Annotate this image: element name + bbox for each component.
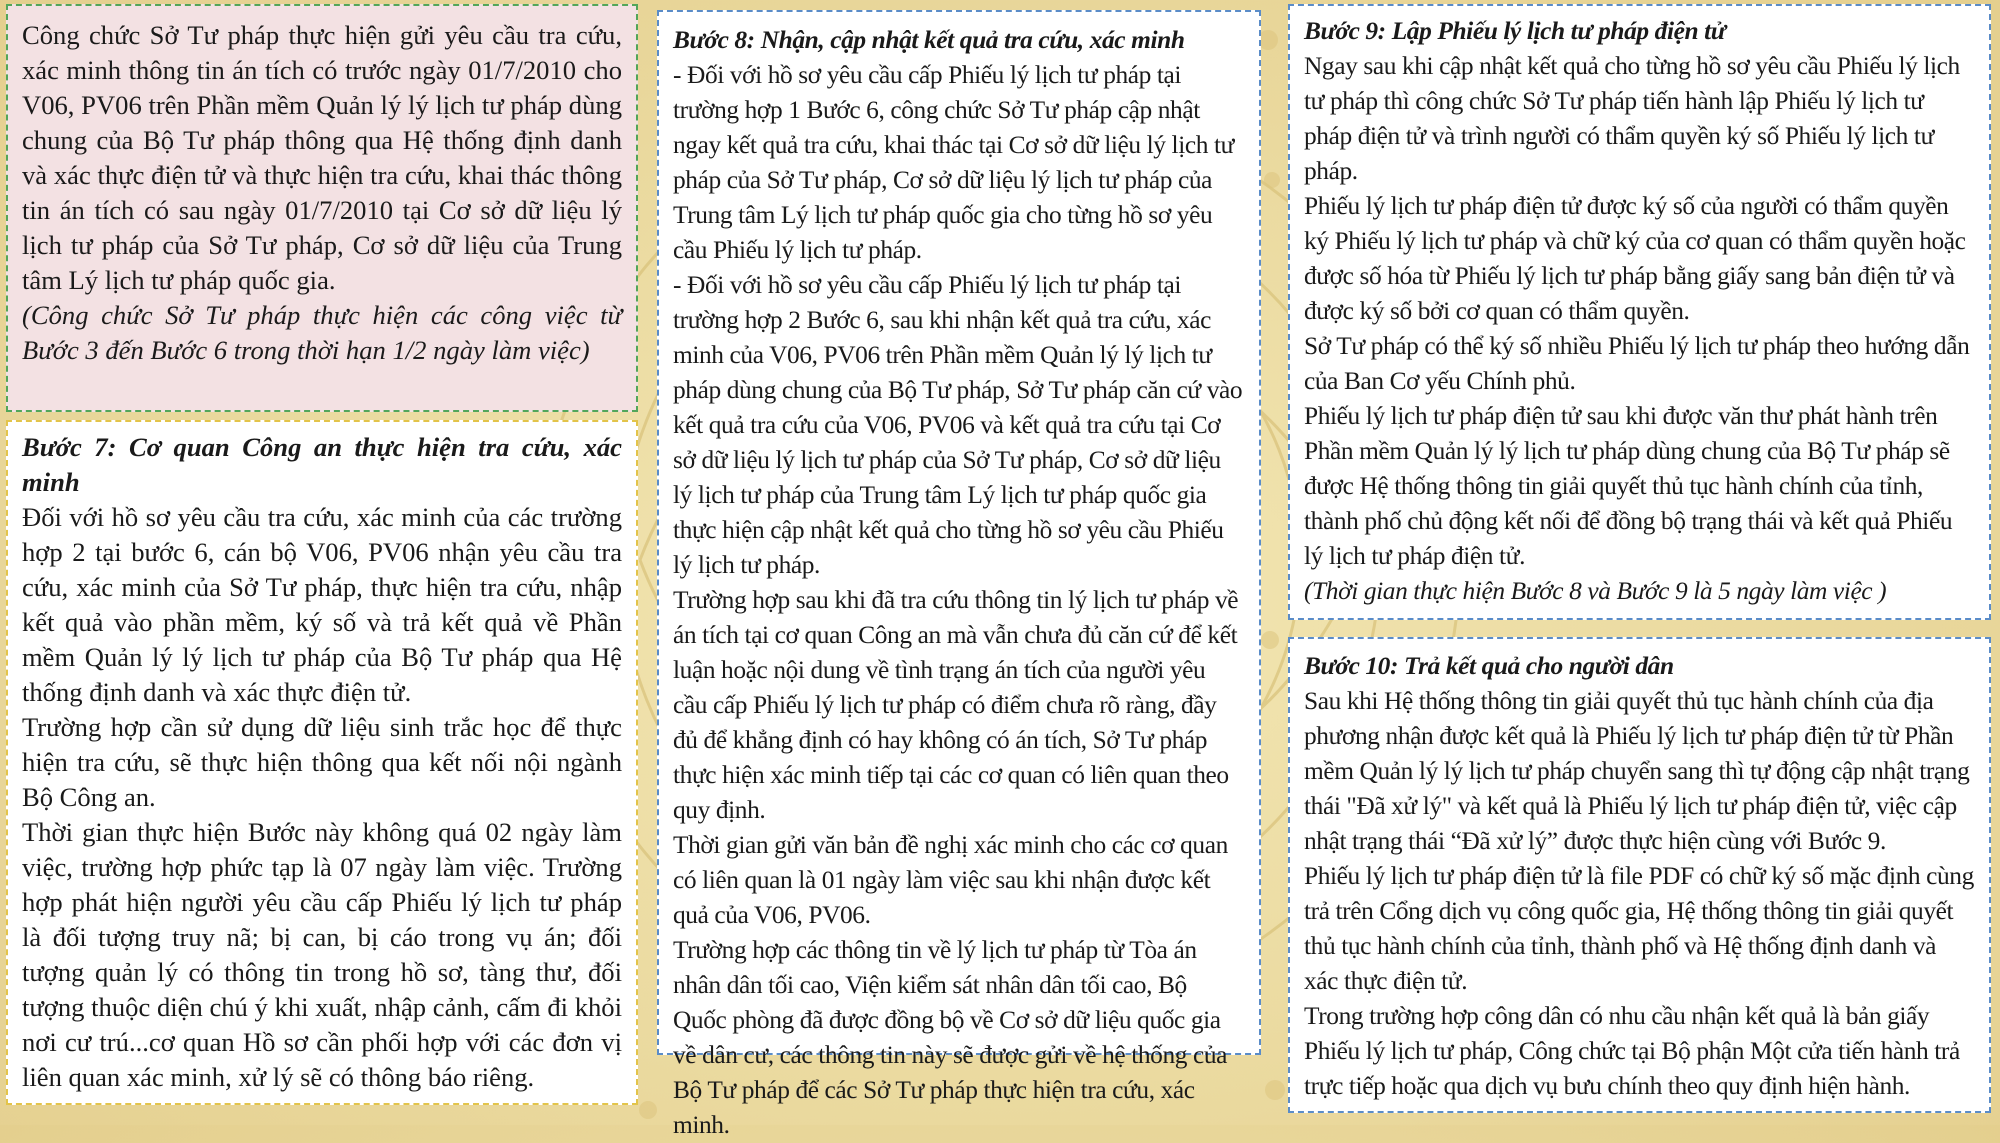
steps-3-6-time-note: (Công chức Sở Tư pháp thực hiện các công việc từ Bước 3 đến Bước 6 trong thời hạn 1/2 ngày làm việc): [22, 300, 622, 365]
step-9-time-note: (Thời gian thực hiện Bước 8 và Bước 9 là 5 ngày làm việc ): [1304, 577, 1887, 605]
step-10-box: [1288, 637, 1991, 1113]
step-9-title: Bước 9: Lập Phiếu lý lịch tư pháp điện tử: [1304, 17, 1726, 45]
steps-3-6-body: Công chức Sở Tư pháp thực hiện gửi yêu cầu tra cứu, xác minh thông tin án tích có trước ngày 01/7/2010 cho V06, PV06 trên Phần mềm Quản lý lý lịch tư pháp dùng chung của Bộ Tư pháp thông qua Hệ thống định danh và xác thực điện tử và thực hiện tra cứu, khai thác thông tin án tích có sau ngày 01/7/2010 tại Cơ sở dữ liệu lý lịch tư pháp của Sở Tư pháp, Cơ sở dữ liệu của Trung tâm Lý lịch tư pháp quốc gia.: [22, 20, 622, 295]
step-8-paragraph: Trường hợp các thông tin về lý lịch tư pháp từ Tòa án nhân dân tối cao, Viện kiểm sát nhân dân tối cao, Bộ Quốc phòng đã được đồng bộ về Cơ sở dữ liệu quốc gia về dân cư, các thông tin này sẽ được gửi về hệ thống của Bộ Tư pháp để các Sở Tư pháp thực hiện tra cứu, xác minh.: [673, 936, 1228, 1139]
step-8-paragraph: - Đối với hồ sơ yêu cầu cấp Phiếu lý lịch tư pháp tại trường hợp 1 Bước 6, công chức Sở Tư pháp cập nhật ngay kết quả tra cứu, khai thác tại Cơ sở dữ liệu lý lịch tư pháp của Sở Tư pháp, Cơ sở dữ liệu lý lịch tư pháp của Trung tâm Lý lịch tư pháp quốc gia cho từng hồ sơ yêu cầu Phiếu lý lịch tư pháp.: [673, 61, 1234, 264]
step-10-paragraph: Trong trường hợp công dân có nhu cầu nhận kết quả là bản giấy Phiếu lý lịch tư pháp, Công chức tại Bộ phận Một cửa tiến hành trả trực tiếp hoặc qua dịch vụ bưu chính theo quy định hiện hành.: [1304, 1002, 1960, 1100]
step-7-title: Bước 7: Cơ quan Công an thực hiện tra cứu, xác minh: [22, 432, 622, 497]
step-7-box: [6, 420, 638, 1105]
step-9-paragraph: Ngay sau khi cập nhật kết quả cho từng hồ sơ yêu cầu Phiếu lý lịch tư pháp thì công chức Sở Tư pháp tiến hành lập Phiếu lý lịch tư pháp điện tử và trình người có thẩm quyền ký số Phiếu lý lịch tư pháp.: [1304, 52, 1960, 185]
step-7-paragraph: Đối với hồ sơ yêu cầu tra cứu, xác minh của các trường hợp 2 tại bước 6, cán bộ V06, PV06 nhận yêu cầu tra cứu, xác minh của Sở Tư pháp, thực hiện tra cứu, nhập kết quả vào phần mềm, ký số và trả kết quả về Phần mềm Quản lý lý lịch tư pháp của Bộ Tư pháp qua Hệ thống định danh và xác thực điện tử.: [22, 502, 622, 707]
step-10-paragraph: Phiếu lý lịch tư pháp điện tử là file PDF có chữ ký số mặc định cùng trả trên Cổng dịch vụ công quốc gia, Hệ thống thông tin giải quyết thủ tục hành chính của tỉnh, thành phố và Hệ thống định danh và xác thực điện tử.: [1304, 862, 1974, 995]
step-9-paragraph: Phiếu lý lịch tư pháp điện tử sau khi được văn thư phát hành trên Phần mềm Quản lý lý lịch tư pháp dùng chung của Bộ Tư pháp sẽ được Hệ thống thông tin giải quyết thủ tục hành chính của tỉnh, thành phố chủ động kết nối để đồng bộ trạng thái và kết quả Phiếu lý lịch tư pháp điện tử.: [1304, 402, 1953, 570]
step-9-paragraph: Phiếu lý lịch tư pháp điện tử được ký số của người có thẩm quyền ký Phiếu lý lịch tư pháp và chữ ký của cơ quan có thẩm quyền hoặc được số hóa từ Phiếu lý lịch tư pháp bằng giấy sang bản điện tử và được ký số bởi cơ quan có thẩm quyền.: [1304, 192, 1966, 325]
step-8-paragraph: Thời gian gửi văn bản đề nghị xác minh cho các cơ quan có liên quan là 01 ngày làm việc sau khi nhận được kết quả của V06, PV06.: [673, 831, 1228, 929]
step-9-box: [1288, 4, 1991, 620]
step-7-paragraph: Thời gian thực hiện Bước này không quá 02 ngày làm việc, trường hợp phức tạp là 07 ngày làm việc. Trường hợp phát hiện người yêu cầu cấp Phiếu lý lịch tư pháp là đối tượng truy nã; bị can, bị cáo trong vụ án; đối tượng quản lý có thông tin trong hồ sơ, tàng thư, đối tượng thuộc diện chú ý khi xuất, nhập cảnh, cấm đi khỏi nơi cư trú...cơ quan Hồ sơ cần phối hợp với các đơn vị liên quan xác minh, xử lý sẽ có thông báo riêng.: [22, 817, 622, 1092]
steps-3-6-box: [6, 4, 638, 412]
step-8-paragraph: Trường hợp sau khi đã tra cứu thông tin lý lịch tư pháp về án tích tại cơ quan Công an mà vẫn chưa đủ căn cứ để kết luận hoặc nội dung về tình trạng án tích của người yêu cầu cấp Phiếu lý lịch tư pháp có điểm chưa rõ ràng, đầy đủ để khẳng định có hay không có án tích, Sở Tư pháp thực hiện xác minh tiếp tại các cơ quan có liên quan theo quy định.: [673, 586, 1239, 824]
step-10-title: Bước 10: Trả kết quả cho người dân: [1304, 652, 1674, 680]
step-9-paragraph: Sở Tư pháp có thể ký số nhiều Phiếu lý lịch tư pháp theo hướng dẫn của Ban Cơ yếu Chính phủ.: [1304, 332, 1970, 395]
step-8-paragraph: - Đối với hồ sơ yêu cầu cấp Phiếu lý lịch tư pháp tại trường hợp 2 Bước 6, sau khi nhận kết quả tra cứu, xác minh của V06, PV06 trên Phần mềm Quản lý lý lịch tư pháp dùng chung của Bộ Tư pháp, Sở Tư pháp căn cứ vào kết quả tra cứu của V06, PV06 và kết quả tra cứu tại Cơ sở dữ liệu lý lịch tư pháp của Sở Tư pháp, Cơ sở dữ liệu lý lịch tư pháp của Trung tâm Lý lịch tư pháp quốc gia thực hiện cập nhật kết quả cho từng hồ sơ yêu cầu Phiếu lý lịch tư pháp.: [673, 271, 1243, 579]
step-10-paragraph: Sau khi Hệ thống thông tin giải quyết thủ tục hành chính của địa phương nhận được kết quả là Phiếu lý lịch tư pháp điện tử từ Phần mềm Quản lý lý lịch tư pháp chuyển sang thì tự động cập nhật trạng thái "Đã xử lý" và kết quả là Phiếu lý lịch tư pháp điện tử, việc cập nhật trạng thái “Đã xử lý” được thực hiện cùng với Bước 9.: [1304, 687, 1970, 855]
step-7-paragraph: Trường hợp cần sử dụng dữ liệu sinh trắc học để thực hiện tra cứu, sẽ thực hiện thông qua kết nối nội ngành Bộ Công an.: [22, 712, 622, 812]
step-8-title: Bước 8: Nhận, cập nhật kết quả tra cứu, xác minh: [673, 26, 1185, 54]
step-8-box: [657, 10, 1261, 1139]
